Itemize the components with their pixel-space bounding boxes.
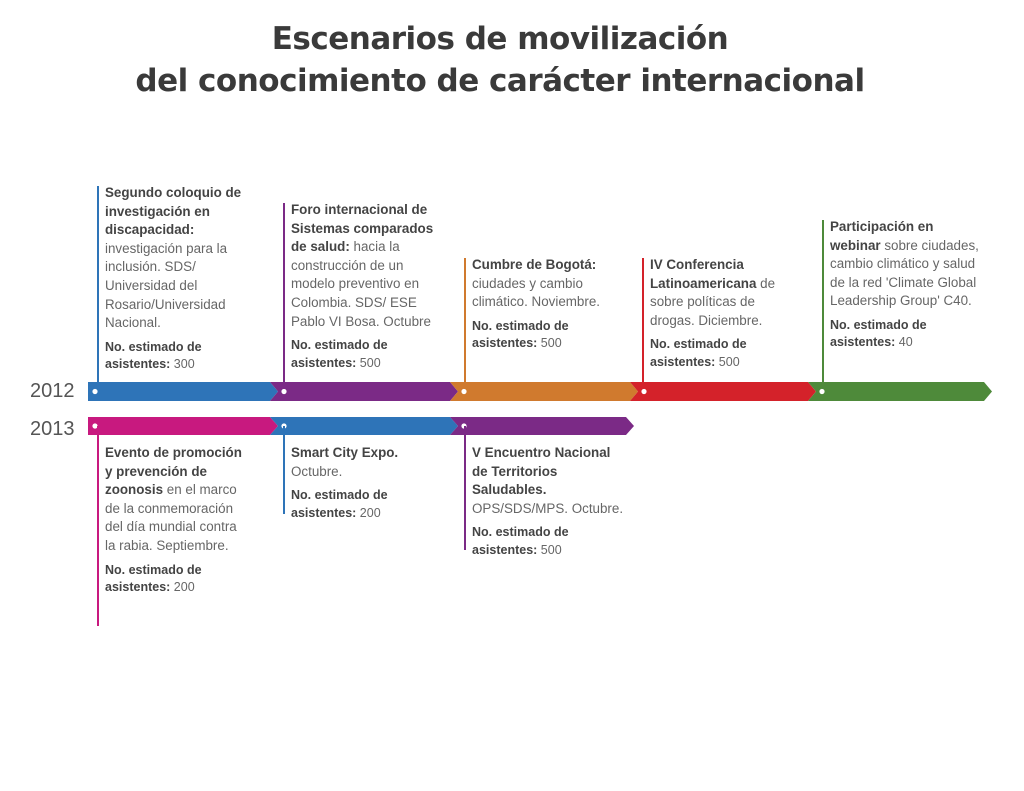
event-2013-3 — [472, 444, 628, 559]
timeline-2013-segment-1 — [88, 417, 278, 435]
event-description — [105, 184, 245, 333]
event-description — [472, 256, 602, 312]
attendance-value: 500 — [359, 355, 381, 370]
event-body: de sobre políticas de drogas. Diciembre. — [650, 275, 776, 328]
timeline-row-2013 — [88, 417, 634, 435]
event-attendance — [472, 318, 602, 353]
event-2012-5 — [830, 218, 980, 352]
event-2012-1 — [105, 184, 245, 374]
attendance-label: No. estimado de asistentes: — [291, 338, 388, 370]
event-description — [650, 256, 792, 330]
event-attendance — [830, 317, 980, 352]
timeline-2012-dot-3 — [461, 389, 466, 394]
event-2012-2 — [291, 201, 443, 372]
attendance-label: No. estimado de asistentes: — [830, 317, 927, 350]
attendance-value: 200 — [173, 580, 195, 595]
event-heading: Segundo coloquio de investigación en discapacidad: — [105, 185, 242, 238]
event-heading: Foro internacional de Sistemas comparados de salud: — [291, 202, 434, 255]
attendance-value: 200 — [359, 505, 381, 520]
attendance-label: No. estimado de asistentes: — [291, 488, 388, 520]
event-body: OPS/SDS/MPS. Octubre. — [472, 500, 624, 516]
event-description — [105, 444, 245, 556]
event-attendance — [105, 562, 245, 597]
event-connector-line — [97, 426, 99, 626]
event-connector-line — [464, 426, 466, 550]
timeline-row-2012 — [88, 382, 992, 401]
attendance-value: 500 — [718, 354, 740, 369]
event-body: hacia la construcción de un modelo preventivo en Colombia. SDS/ ESE Pablo VI Bosa. Octubre — [291, 239, 431, 329]
year-label-2013: 2013 — [30, 418, 75, 440]
attendance-label: No. estimado de asistentes: — [105, 339, 202, 372]
event-connector-line — [642, 258, 644, 389]
timeline-2012-segment-2 — [270, 382, 458, 401]
title-line-2: del conocimiento de carácter internacional — [135, 63, 865, 99]
attendance-label: No. estimado de asistentes: — [105, 562, 202, 595]
attendance-value: 500 — [540, 336, 562, 351]
timeline-2013-segment-3 — [450, 417, 634, 435]
attendance-label: No. estimado de asistentes: — [650, 337, 747, 369]
event-description — [472, 444, 628, 518]
timeline-2012-segment-1 — [88, 382, 278, 401]
timeline-2012-dot-4 — [641, 389, 646, 394]
event-description — [291, 444, 421, 481]
title-line-1: Escenarios de movilización — [271, 21, 729, 57]
timeline-2012-segment-4 — [630, 382, 816, 401]
timeline-2012-segment-5 — [808, 382, 992, 401]
timeline-2012-dot-1 — [92, 389, 97, 394]
timeline-2012-dot-5 — [819, 389, 824, 394]
event-heading: V Encuentro Nacional de Territorios Saludables. — [472, 445, 611, 498]
event-body: Octubre. — [291, 463, 343, 479]
event-attendance — [291, 487, 421, 522]
event-connector-line — [283, 203, 285, 389]
event-body: ciudades y cambio climático. Noviembre. — [472, 275, 600, 310]
event-attendance — [650, 336, 792, 371]
event-body: sobre ciudades, cambio climático y salud de la red 'Climate Global Leadership Group' C40. — [830, 237, 979, 309]
event-connector-line — [464, 258, 466, 389]
event-description — [291, 201, 443, 331]
attendance-label: No. estimado de asistentes: — [472, 318, 569, 351]
event-attendance — [472, 524, 628, 559]
attendance-value: 500 — [540, 542, 562, 557]
event-body: investigación para la inclusión. SDS/ Universidad del Rosario/Universidad Nacional. — [105, 240, 228, 331]
event-2012-3 — [472, 256, 602, 353]
event-2012-4 — [650, 256, 792, 371]
event-heading: Evento de promoción y prevención de zoonosis — [105, 445, 242, 498]
event-body: en el marco de la conmemoración del día mundial contra la rabia. Septiembre. — [105, 482, 237, 553]
attendance-value: 40 — [898, 335, 913, 350]
event-connector-line — [822, 220, 824, 389]
event-attendance — [291, 337, 443, 372]
event-2013-2 — [291, 444, 421, 522]
event-connector-line — [97, 186, 99, 389]
event-description — [830, 218, 980, 311]
event-2013-1 — [105, 444, 245, 597]
year-label-2012: 2012 — [30, 380, 75, 402]
event-heading: Smart City Expo. — [291, 445, 399, 460]
attendance-label: No. estimado de asistentes: — [472, 525, 569, 557]
event-heading: IV Conferencia Latinoamericana — [650, 257, 757, 291]
event-connector-line — [283, 426, 285, 514]
timeline-2013-segment-2 — [270, 417, 458, 435]
timeline-2012-dot-2 — [281, 389, 286, 394]
event-attendance — [105, 339, 245, 374]
event-heading: Participación en webinar — [830, 219, 934, 253]
event-heading: Cumbre de Bogotá: — [472, 257, 597, 272]
attendance-value: 300 — [173, 357, 195, 372]
timeline-2012-segment-3 — [450, 382, 638, 401]
